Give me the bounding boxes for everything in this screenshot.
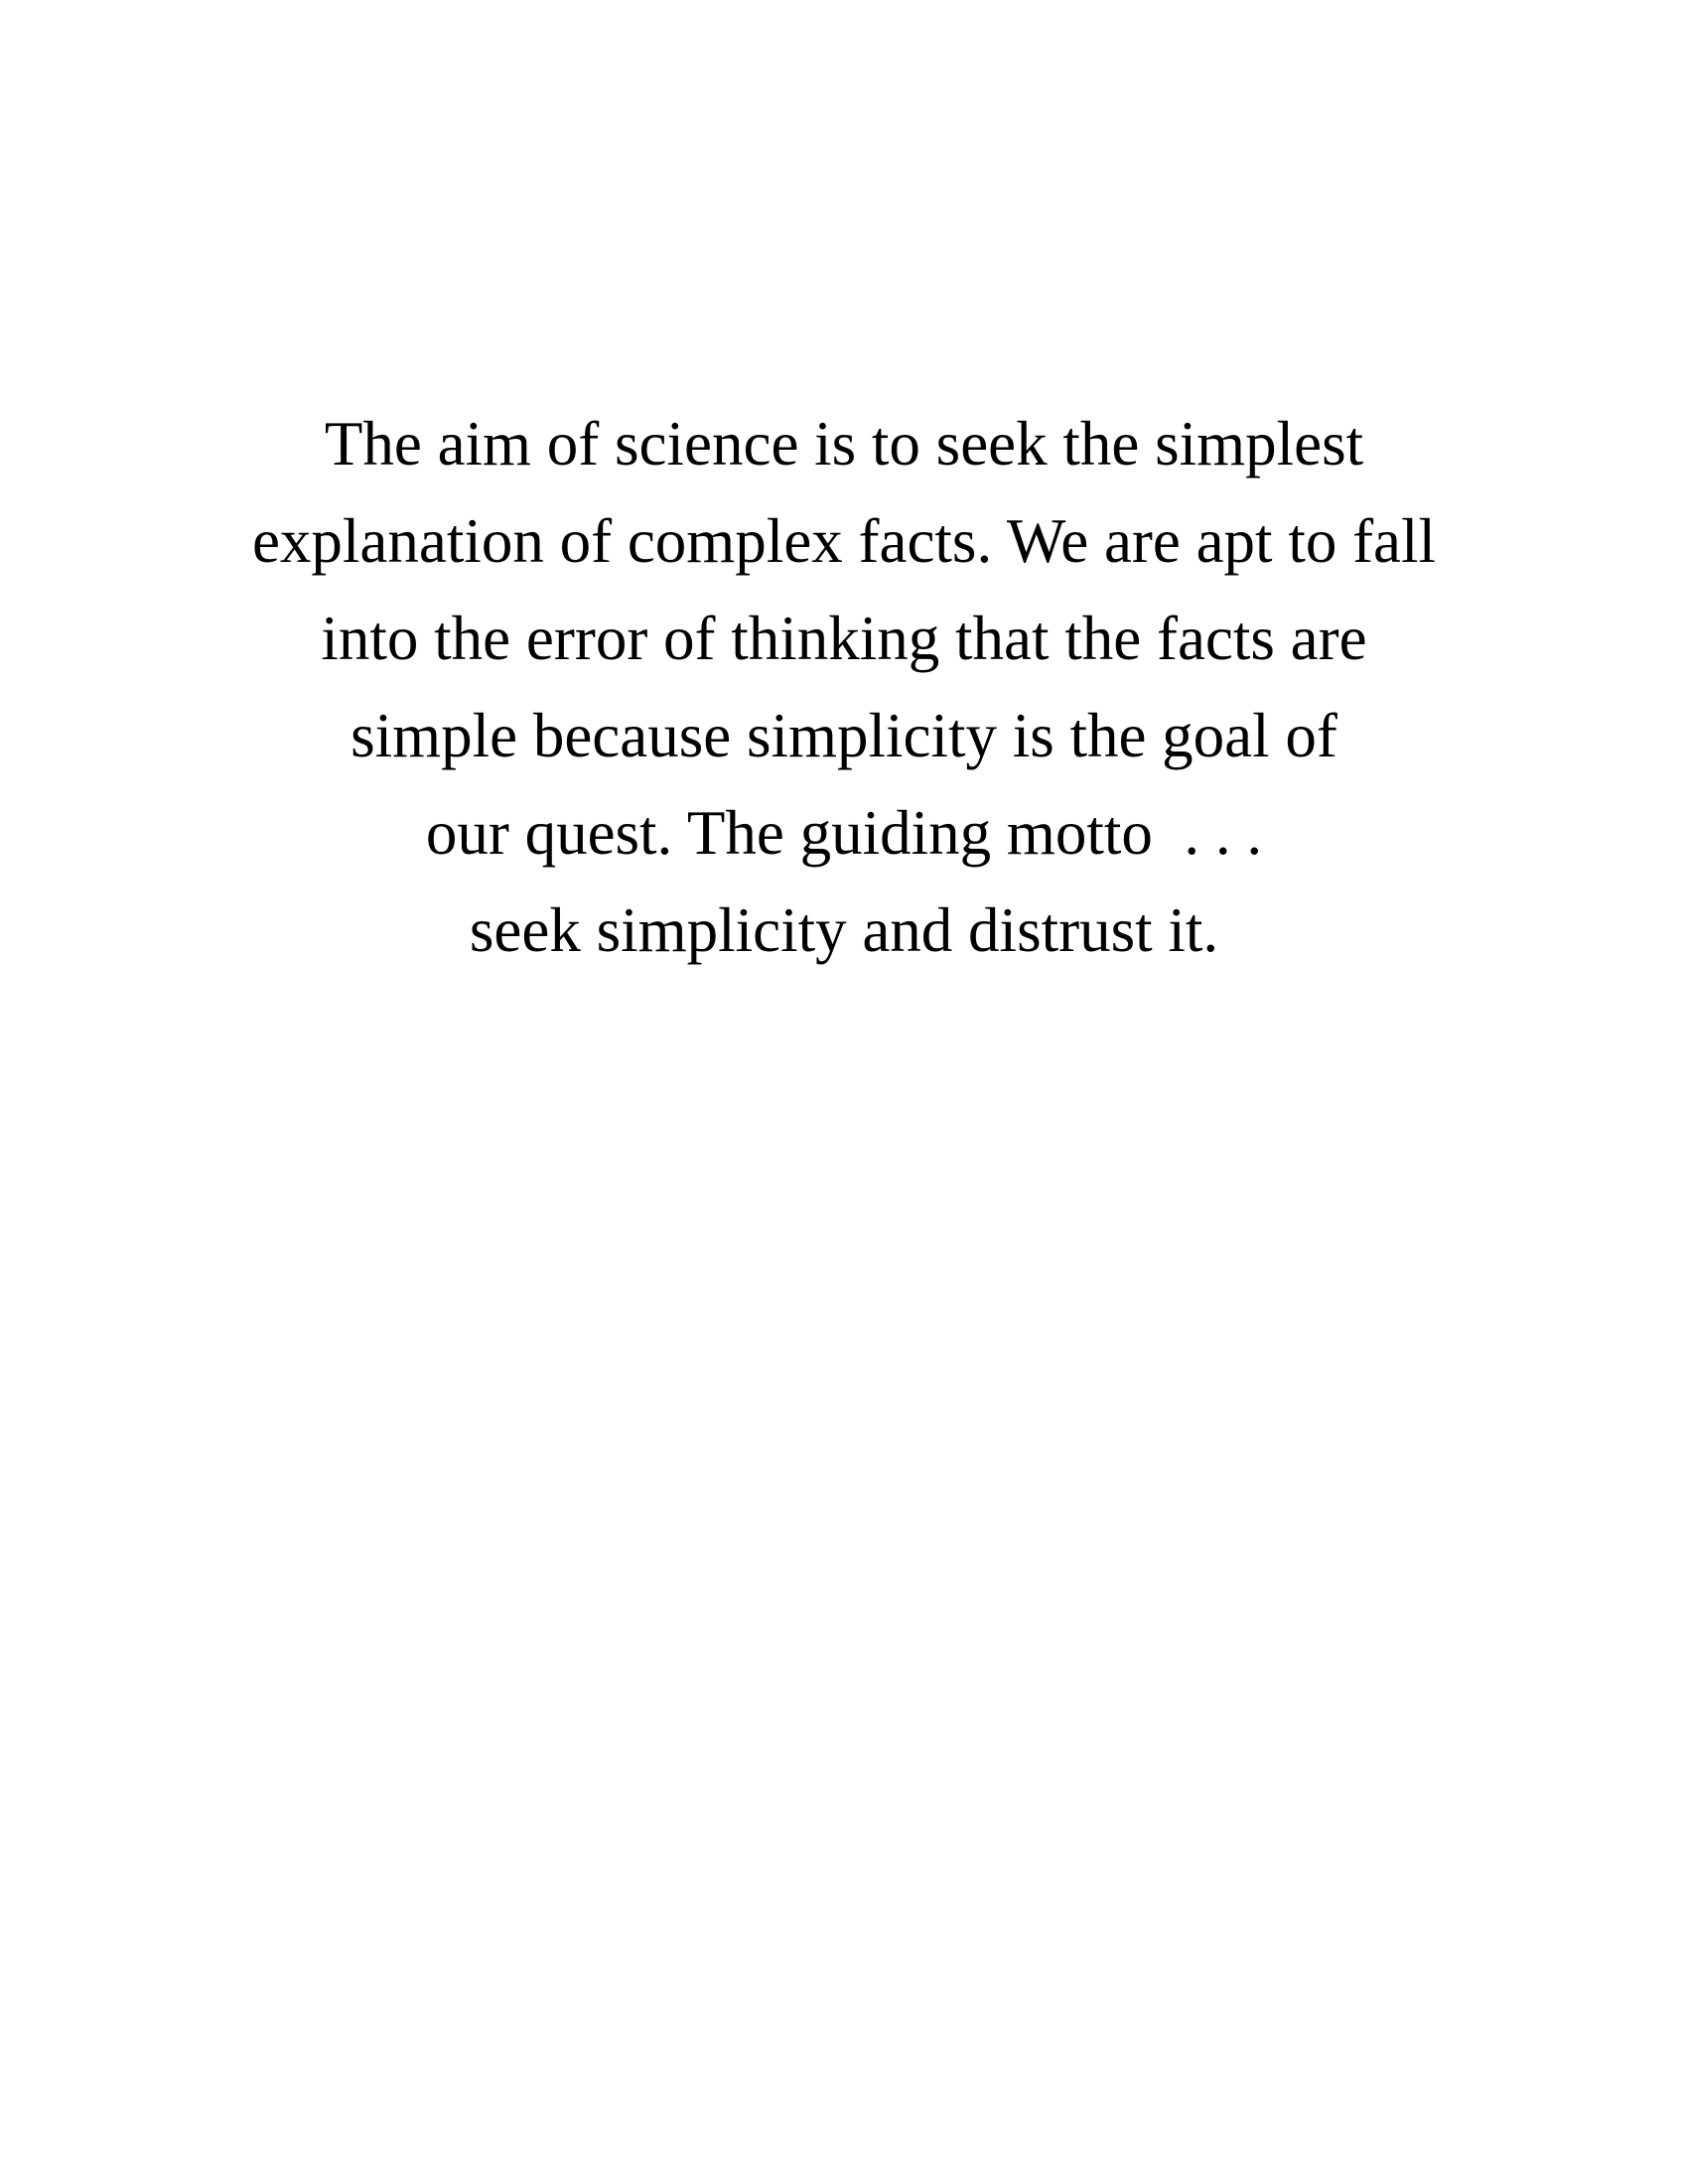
quote-line-3: into the error of thinking that the facts are bbox=[321, 604, 1367, 673]
quote-line-5: our quest. The guiding motto . . . bbox=[425, 798, 1263, 868]
quote-line-1: The aim of science is to seek the simplest bbox=[324, 409, 1364, 478]
quote-line-4: simple because simplicity is the goal of bbox=[351, 701, 1337, 770]
quote-line-2: explanation of complex facts. We are apt to fall bbox=[251, 506, 1437, 576]
quote-text bbox=[0, 395, 1688, 979]
quote-line-6: seek simplicity and distrust it. bbox=[469, 895, 1219, 965]
